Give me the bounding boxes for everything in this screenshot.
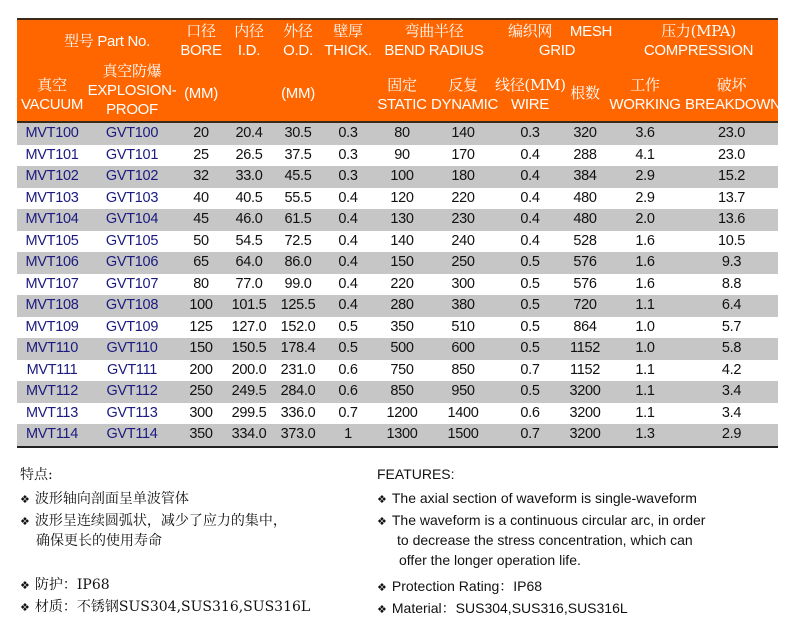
features-cn-text: 波形轴向剖面呈单波管体 xyxy=(34,491,189,507)
cell-static: 130 xyxy=(390,211,414,227)
header-id-cn: 内径 xyxy=(234,22,264,40)
cell-bore: 40 xyxy=(193,189,209,206)
cell-count: 384 xyxy=(573,168,597,184)
features-cn-item xyxy=(20,510,287,530)
cell-breakdown: 8.8 xyxy=(721,275,742,292)
cell-wire: 0.5 xyxy=(520,275,540,292)
cell-od: 61.5 xyxy=(284,211,312,227)
cell-vacuum: MVT104 xyxy=(25,211,79,227)
cell-working: 3.6 xyxy=(635,125,655,141)
cell-breakdown: 9.3 xyxy=(721,254,742,270)
header-vacuum-cn: 真空 xyxy=(37,76,67,94)
header-breakdown-en: BREAKDOWN xyxy=(685,96,781,113)
cell-breakdown: 5.7 xyxy=(721,318,742,335)
cell-working: 2.9 xyxy=(635,168,655,184)
cell-explosion-proof: GVT103 xyxy=(105,189,159,206)
features-en-item xyxy=(377,576,542,596)
cell-wire: 0.7 xyxy=(520,426,540,442)
header-working-cn: 工作 xyxy=(630,76,660,94)
cell-thick: 0.5 xyxy=(338,318,358,335)
header-explosion-en2: PROOF xyxy=(106,101,158,118)
cell-thick: 0.3 xyxy=(338,146,358,163)
cell-count: 288 xyxy=(573,146,597,163)
header-vacuum-en: VACUUM xyxy=(20,96,84,113)
header-explosion-cn: 真空防爆 xyxy=(102,62,162,80)
cell-count: 1152 xyxy=(570,340,600,356)
features-en xyxy=(377,466,787,636)
cell-thick: 0.4 xyxy=(338,211,358,227)
cell-count: 3200 xyxy=(569,404,601,421)
header-count xyxy=(565,84,605,103)
header-id-en: I.D. xyxy=(237,42,261,59)
cell-bore: 20 xyxy=(193,125,209,141)
cell-vacuum: MVT103 xyxy=(25,189,79,206)
cell-dynamic: 250 xyxy=(451,254,475,270)
cell-vacuum: MVT111 xyxy=(26,361,78,378)
cell-explosion-proof: GVT107 xyxy=(105,275,159,292)
cell-vacuum: MVT113 xyxy=(26,404,78,421)
table-row xyxy=(17,295,778,317)
header-dynamic-en: DYNAMIC xyxy=(431,96,499,113)
features-en-text: The waveform is a continuous circular arc, in order xyxy=(391,512,706,528)
cell-vacuum: MVT109 xyxy=(25,318,79,335)
cell-bore: 32 xyxy=(193,168,209,184)
header-part-no: 型号 Part No. xyxy=(64,33,150,50)
cell-dynamic: 1400 xyxy=(447,404,479,421)
cell-dynamic: 1500 xyxy=(447,426,479,442)
cell-bore: 65 xyxy=(193,254,209,270)
header-mesh xyxy=(563,22,619,41)
header-breakdown-cn: 破坏 xyxy=(716,76,747,94)
cell-bore: 45 xyxy=(193,211,209,227)
header-grid-cn xyxy=(495,22,565,41)
header-bore xyxy=(177,22,225,60)
cell-thick: 0.3 xyxy=(338,125,358,141)
cell-id: 334.0 xyxy=(231,426,267,442)
header-od-unit: (MM) xyxy=(281,85,315,102)
cell-bore: 250 xyxy=(189,383,213,399)
features-cn-text: 防护：IP68 xyxy=(34,577,110,593)
cell-explosion-proof: GVT111 xyxy=(106,361,158,378)
cell-id: 54.5 xyxy=(235,232,263,249)
cell-count: 864 xyxy=(573,318,597,335)
cell-working: 1.6 xyxy=(635,254,655,270)
cell-wire: 0.5 xyxy=(520,383,540,399)
features-cn-text: 波形呈连续圆弧状，减少了应力的集中， xyxy=(34,513,287,529)
cell-static: 1200 xyxy=(386,404,418,421)
header-id xyxy=(225,22,273,60)
table-row xyxy=(17,360,778,382)
header-thick-cn: 壁厚 xyxy=(333,22,363,40)
cell-id: 150.5 xyxy=(231,340,267,356)
features-cn-item xyxy=(20,596,310,616)
cell-vacuum: MVT110 xyxy=(26,340,78,356)
cell-working: 4.1 xyxy=(635,146,655,163)
cell-bore: 150 xyxy=(189,340,213,356)
cell-bore: 200 xyxy=(189,361,213,378)
cell-vacuum: MVT114 xyxy=(26,426,78,442)
cell-dynamic: 220 xyxy=(451,189,475,206)
features-en-item xyxy=(377,490,697,506)
features-cn-text: 材质：不锈钢SUS304,SUS316,SUS316L xyxy=(34,599,311,615)
cell-id: 20.4 xyxy=(235,125,263,141)
cell-working: 1.0 xyxy=(635,318,655,335)
cell-breakdown: 23.0 xyxy=(717,146,746,163)
cell-dynamic: 510 xyxy=(451,318,475,335)
header-bore-en: BORE xyxy=(180,42,222,59)
header-mesh-en: MESH xyxy=(569,23,613,40)
cell-wire: 0.4 xyxy=(520,232,540,249)
table-row xyxy=(17,145,778,167)
features-cn-title: 特点: xyxy=(20,467,53,483)
cell-working: 1.3 xyxy=(635,426,655,442)
cell-vacuum: MVT100 xyxy=(25,125,79,141)
table-body xyxy=(17,123,778,446)
features-en-text: Protection Rating：IP68 xyxy=(391,578,543,594)
cell-static: 150 xyxy=(390,254,414,270)
cell-count: 3200 xyxy=(569,383,601,399)
cell-id: 249.5 xyxy=(231,383,267,399)
cell-dynamic: 850 xyxy=(451,361,475,378)
cell-bore: 80 xyxy=(193,275,209,292)
header-grid xyxy=(495,41,619,60)
cell-breakdown: 5.8 xyxy=(721,340,742,356)
cell-breakdown: 3.4 xyxy=(721,383,742,399)
cell-breakdown: 13.7 xyxy=(717,189,746,206)
cell-breakdown: 13.6 xyxy=(717,211,746,227)
cell-wire: 0.4 xyxy=(520,146,540,163)
features-cn-item xyxy=(20,488,189,508)
features-en-item xyxy=(377,512,705,528)
cell-vacuum: MVT106 xyxy=(25,254,79,270)
features-en-text: to decrease the stress concentration, which can xyxy=(397,532,693,548)
cell-wire: 0.5 xyxy=(520,318,540,335)
cell-static: 500 xyxy=(390,340,414,356)
cell-id: 127.0 xyxy=(231,318,267,335)
cell-id: 77.0 xyxy=(235,275,263,292)
table-row xyxy=(17,231,778,253)
cell-od: 231.0 xyxy=(280,361,316,378)
cell-explosion-proof: GVT112 xyxy=(106,383,158,399)
table-row xyxy=(17,252,778,274)
bullet-icon: ❖ xyxy=(377,494,387,506)
cell-explosion-proof: GVT102 xyxy=(105,168,159,184)
bullet-icon: ❖ xyxy=(20,602,30,614)
cell-static: 1300 xyxy=(386,426,418,442)
cell-count: 528 xyxy=(573,232,597,249)
header-dynamic xyxy=(431,76,499,114)
header-bore-cn: 口径 xyxy=(186,22,216,40)
header-grid-en: GRID xyxy=(538,42,576,59)
cell-working: 1.1 xyxy=(635,404,655,421)
cell-breakdown: 23.0 xyxy=(717,125,746,141)
cell-breakdown: 15.2 xyxy=(717,168,746,184)
header-od-en: O.D. xyxy=(283,42,313,59)
cell-count: 576 xyxy=(573,254,597,270)
cell-dynamic: 380 xyxy=(451,297,475,313)
cell-dynamic: 170 xyxy=(451,146,475,163)
header-vacuum xyxy=(17,76,87,114)
table-row xyxy=(17,403,778,425)
cell-static: 120 xyxy=(390,189,414,206)
header-working xyxy=(605,76,685,114)
cell-thick: 0.3 xyxy=(338,168,358,184)
table-row xyxy=(17,123,778,145)
cell-count: 3200 xyxy=(569,426,601,442)
cell-thick: 1 xyxy=(344,426,352,442)
cell-explosion-proof: GVT105 xyxy=(105,232,159,249)
features-en-item xyxy=(377,598,628,618)
header-static-cn: 固定 xyxy=(387,76,417,94)
header-bend-en: BEND RADIUS xyxy=(384,42,484,59)
cell-od: 30.5 xyxy=(284,125,312,141)
cell-bore: 50 xyxy=(193,232,209,249)
cell-vacuum: MVT105 xyxy=(25,232,79,249)
cell-static: 350 xyxy=(390,318,414,335)
header-grid-cn-text: 编织网 xyxy=(507,22,553,40)
cell-count: 720 xyxy=(573,297,597,313)
cell-thick: 0.4 xyxy=(338,275,358,292)
cell-id: 200.0 xyxy=(231,361,267,378)
cell-thick: 0.4 xyxy=(338,254,358,270)
cell-wire: 0.4 xyxy=(520,211,540,227)
cell-working: 1.0 xyxy=(635,340,655,356)
table-header xyxy=(17,20,781,123)
cell-od: 99.0 xyxy=(284,275,312,292)
table-row xyxy=(17,209,778,231)
header-static-en: STATIC xyxy=(377,96,427,113)
bullet-icon: ❖ xyxy=(377,604,387,616)
header-thick-en: THICK. xyxy=(324,42,372,59)
cell-id: 64.0 xyxy=(235,254,263,270)
cell-static: 750 xyxy=(390,361,414,378)
cell-thick: 0.4 xyxy=(338,232,358,249)
table-row xyxy=(17,274,778,296)
header-od-cn: 外径 xyxy=(283,22,313,40)
bullet-icon: ❖ xyxy=(377,516,387,528)
cell-count: 320 xyxy=(573,125,597,141)
cell-bore: 300 xyxy=(189,404,213,421)
cell-od: 72.5 xyxy=(284,232,312,249)
features-en-text: The axial section of waveform is single-waveform xyxy=(391,490,697,506)
cell-dynamic: 300 xyxy=(451,275,475,292)
table-row xyxy=(17,317,778,339)
cell-od: 336.0 xyxy=(280,404,316,421)
cell-thick: 0.7 xyxy=(338,404,358,421)
cell-wire: 0.3 xyxy=(520,125,540,141)
features-cn-text: 确保更长的使用寿命 xyxy=(36,533,162,549)
bullet-icon: ❖ xyxy=(20,494,30,506)
cell-id: 40.5 xyxy=(235,189,263,206)
header-breakdown xyxy=(685,76,781,114)
header-pressure-cn: 压力(MPA) xyxy=(661,22,736,40)
cell-breakdown: 10.5 xyxy=(717,232,746,249)
cell-dynamic: 180 xyxy=(451,168,475,184)
cell-wire: 0.4 xyxy=(520,168,540,184)
cell-od: 152.0 xyxy=(280,318,316,335)
cell-static: 90 xyxy=(394,146,410,163)
cell-breakdown: 2.9 xyxy=(721,426,742,442)
cell-id: 101.5 xyxy=(231,297,267,313)
cell-dynamic: 600 xyxy=(451,340,475,356)
cell-vacuum: MVT107 xyxy=(25,275,79,292)
cell-thick: 0.6 xyxy=(338,361,358,378)
cell-working: 1.6 xyxy=(635,275,655,292)
cell-od: 37.5 xyxy=(284,146,312,163)
cell-bore: 25 xyxy=(193,146,209,163)
cell-static: 80 xyxy=(394,125,410,141)
features-en-text: Material：SUS304,SUS316,SUS316L xyxy=(391,600,628,616)
features-en-item-cont xyxy=(399,552,581,568)
cell-explosion-proof: GVT100 xyxy=(105,125,159,141)
cell-working: 2.9 xyxy=(635,189,655,206)
cell-vacuum: MVT108 xyxy=(25,297,79,313)
cell-wire: 0.5 xyxy=(520,297,540,313)
features-en-text: offer the longer operation life. xyxy=(399,552,581,568)
header-wire xyxy=(495,76,565,114)
cell-vacuum: MVT102 xyxy=(25,168,79,184)
cell-vacuum: MVT101 xyxy=(25,146,79,163)
cell-explosion-proof: GVT109 xyxy=(105,318,159,335)
cell-od: 178.4 xyxy=(280,340,316,356)
cell-dynamic: 240 xyxy=(451,232,475,249)
cell-wire: 0.7 xyxy=(520,361,540,378)
features-en-item-cont xyxy=(397,532,693,548)
header-bend-cn: 弯曲半径 xyxy=(404,22,464,40)
cell-id: 46.0 xyxy=(235,211,263,227)
cell-od: 373.0 xyxy=(280,426,316,442)
bullet-icon: ❖ xyxy=(20,516,30,528)
cell-id: 33.0 xyxy=(235,168,263,184)
cell-wire: 0.4 xyxy=(520,189,540,206)
cell-explosion-proof: GVT114 xyxy=(106,426,158,442)
header-pressure xyxy=(619,22,778,60)
header-wire-cn: 线径(MM) xyxy=(495,76,566,94)
header-wire-en: WIRE xyxy=(511,96,549,113)
cell-bore: 350 xyxy=(189,426,213,442)
cell-od: 86.0 xyxy=(284,254,312,270)
table-row xyxy=(17,166,778,188)
table-row xyxy=(17,188,778,210)
header-od xyxy=(273,22,323,60)
bullet-icon: ❖ xyxy=(20,580,30,592)
cell-bore: 125 xyxy=(189,318,213,335)
cell-static: 280 xyxy=(390,297,414,313)
cell-od: 125.5 xyxy=(280,297,316,313)
bullet-icon: ❖ xyxy=(377,582,387,594)
cell-breakdown: 6.4 xyxy=(721,297,742,313)
cell-working: 1.6 xyxy=(635,232,655,249)
features-en-title: FEATURES: xyxy=(377,466,455,482)
cell-wire: 0.5 xyxy=(520,254,540,270)
cell-working: 1.1 xyxy=(635,361,655,378)
cell-od: 45.5 xyxy=(284,168,312,184)
cell-explosion-proof: GVT106 xyxy=(105,254,159,270)
cell-count: 480 xyxy=(573,189,597,206)
cell-static: 100 xyxy=(390,168,414,184)
header-bore-unit: (MM) xyxy=(184,85,218,102)
header-bend-radius xyxy=(373,22,495,60)
features-cn-item xyxy=(20,574,110,594)
table-row xyxy=(17,424,778,446)
header-thick xyxy=(323,22,373,60)
table-row xyxy=(17,338,778,360)
cell-dynamic: 230 xyxy=(451,211,475,227)
cell-static: 140 xyxy=(390,232,414,249)
header-explosion-en1: EXPLOSION- xyxy=(87,82,177,99)
cell-thick: 0.6 xyxy=(338,383,358,399)
cell-working: 1.1 xyxy=(635,383,655,399)
cell-od: 55.5 xyxy=(284,189,312,206)
cell-dynamic: 140 xyxy=(451,125,475,141)
cell-thick: 0.4 xyxy=(338,189,358,206)
cell-thick: 0.4 xyxy=(338,297,358,313)
cell-explosion-proof: GVT104 xyxy=(105,211,159,227)
cell-wire: 0.6 xyxy=(520,404,540,421)
cell-breakdown: 4.2 xyxy=(721,361,742,378)
cell-explosion-proof: GVT108 xyxy=(105,297,159,313)
cell-static: 220 xyxy=(390,275,414,292)
cell-thick: 0.5 xyxy=(338,340,358,356)
cell-working: 1.1 xyxy=(635,297,655,313)
cell-explosion-proof: GVT101 xyxy=(105,146,159,163)
cell-wire: 0.5 xyxy=(520,340,540,356)
cell-working: 2.0 xyxy=(635,211,655,227)
cell-dynamic: 950 xyxy=(451,383,475,399)
cell-id: 299.5 xyxy=(231,404,267,421)
table-row xyxy=(17,381,778,403)
cell-breakdown: 3.4 xyxy=(721,404,742,421)
header-working-en: WORKING xyxy=(609,96,681,113)
features-cn xyxy=(20,464,370,634)
cell-explosion-proof: GVT113 xyxy=(106,404,158,421)
cell-count: 480 xyxy=(573,211,597,227)
spec-table xyxy=(17,18,781,448)
header-pressure-en: COMPRESSION xyxy=(643,42,754,59)
features-cn-item-cont xyxy=(36,530,162,550)
cell-count: 1152 xyxy=(570,361,600,378)
header-dynamic-cn: 反复 xyxy=(448,76,478,94)
header-explosion-proof xyxy=(87,62,177,119)
cell-vacuum: MVT112 xyxy=(26,383,78,399)
cell-id: 26.5 xyxy=(235,146,263,163)
header-count-cn: 根数 xyxy=(570,84,600,102)
header-static xyxy=(373,76,431,114)
cell-explosion-proof: GVT110 xyxy=(106,340,158,356)
cell-count: 576 xyxy=(573,275,597,292)
cell-bore: 100 xyxy=(189,297,213,313)
cell-static: 850 xyxy=(390,383,414,399)
cell-od: 284.0 xyxy=(280,383,316,399)
